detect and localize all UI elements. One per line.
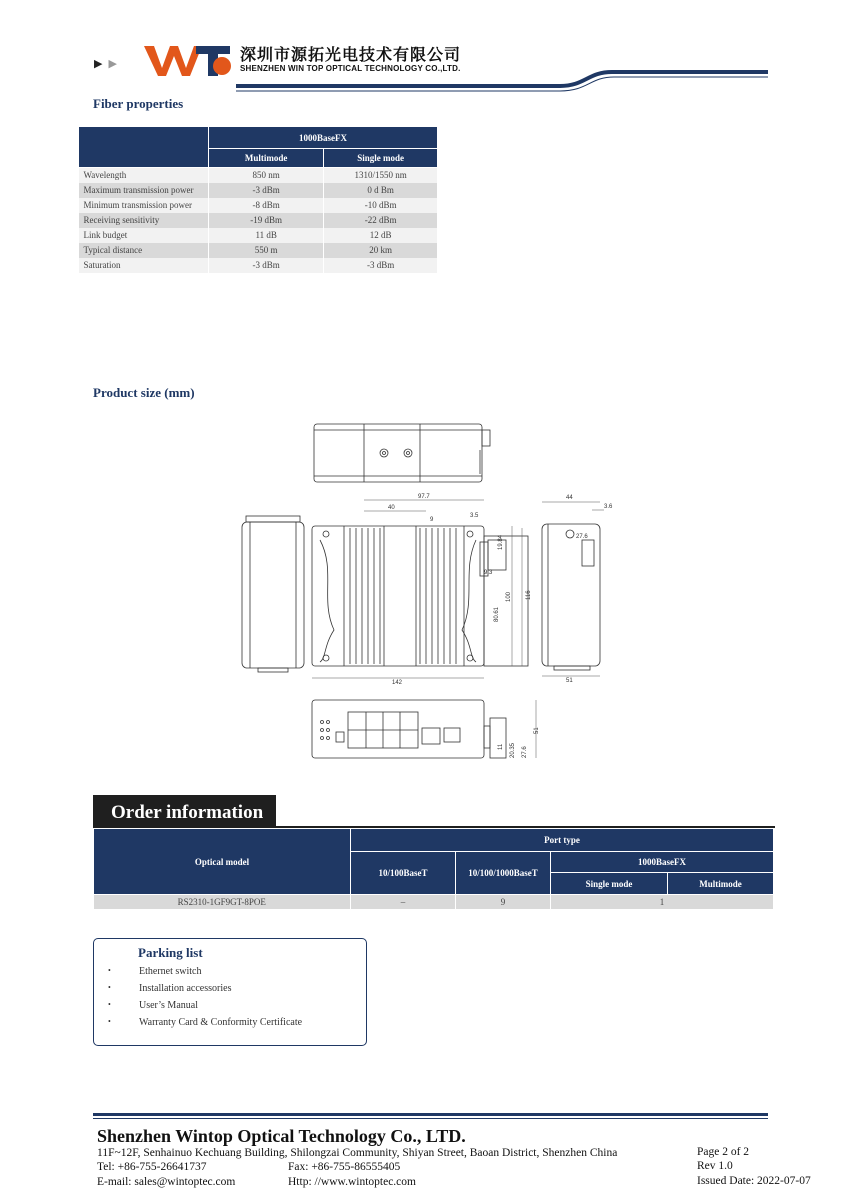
single-mode-value: -22 dBm [324,213,438,228]
footer-rule-thin [93,1118,768,1119]
table-corner [79,127,209,168]
multimode-value: -19 dBm [208,213,323,228]
product-dimension-drawings [236,410,620,770]
single-mode-value: 0 d Bm [324,183,438,198]
table-row [79,168,438,183]
company-name-english: SHENZHEN WIN TOP OPTICAL TECHNOLOGY CO.,LTD. [240,64,461,73]
fiber-properties-title: Fiber properties [93,96,184,111]
column-header-multimode: Multimode [668,873,774,895]
packing-list-box [93,938,367,1046]
bullet-icon: • [108,966,111,975]
list-item [94,1017,366,1034]
company-name-chinese: 深圳市源拓光电技术有限公司 [240,45,462,64]
row-label: Minimum transmission power [79,198,209,213]
column-header-port-type: Port type [351,829,774,852]
single-mode-value: 1310/1550 nm [324,168,438,183]
row-label: Typical distance [79,243,209,258]
packing-list-title: Parking list [138,945,203,960]
table-row [79,228,438,243]
multimode-value: 550 m [208,243,323,258]
list-item [94,966,366,983]
column-header-1000basefx: 1000BaseFX [551,852,774,873]
front-view-drawing [312,526,528,666]
row-label: Receiving sensitivity [79,213,209,228]
dim-label-11: 11 [498,743,504,750]
dim-label-80-61: 80.61 [494,606,500,622]
fiber-properties-table [78,126,438,273]
list-item-label: Warranty Card & Conformity Certificate [139,1017,303,1028]
table-row [94,895,774,909]
single-mode-value: -3 dBm [324,258,438,273]
single-mode-value: 12 dB [324,228,438,243]
logo-letters: WT [142,42,144,43]
dim-label-3-5: 3.5 [470,513,479,519]
table-row [79,198,438,213]
footer-company-name: Shenzhen Wintop Optical Technology Co., LTD. [97,1126,466,1146]
footer-tel: Tel: +86-755-26641737 [97,1161,207,1173]
footer-page-number: Page 2 of 2 [697,1146,750,1158]
dim-label-19-84: 19.84 [498,534,504,550]
table-row [79,213,438,228]
table-row [79,183,438,198]
dim-label-20-35: 20.35 [510,742,516,758]
model-cell: RS2310-1GF9GT-8POE [94,895,351,909]
footer-address: 11F~12F, Senhainuo Kechuang Building, Shilongzai Community, Shiyan Street, Baoan District, Shenzhen China [97,1147,618,1159]
list-item-label: User’s Manual [139,1000,198,1011]
bullet-icon: • [108,1017,111,1026]
row-label: Link budget [79,228,209,243]
bullet-icon: • [108,1000,111,1009]
base1000-cell: 9 [456,895,551,909]
footer-fax: Fax: +86-755-86555405 [288,1161,401,1173]
dim-label-44: 44 [566,495,573,501]
column-header-single-mode: Single mode [551,873,668,895]
dim-label-40: 40 [388,505,395,511]
order-information-table [93,828,774,909]
column-header-10-100baset: 10/100BaseT [351,852,456,895]
multimode-value: -3 dBm [208,258,323,273]
dim-label-142: 142 [392,680,403,686]
footer-email[interactable]: E-mail: sales@wintoptec.com [97,1176,236,1188]
arrow-right-icon: ▶ [108,58,123,70]
list-item-label: Ethernet switch [139,966,202,977]
dim-label-27-6-bottom: 27.6 [522,746,528,758]
page-header [0,0,848,96]
multimode-value: -8 dBm [208,198,323,213]
dim-label-51-bottom: 51 [534,727,540,734]
list-item [94,1000,366,1017]
table-row [79,243,438,258]
dim-label-51-side: 51 [566,678,573,684]
list-item-label: Installation accessories [139,983,232,994]
footer-website[interactable]: Http: //www.wintoptec.com [288,1176,416,1188]
dim-label-97-7: 97.7 [418,494,430,500]
dim-label-100: 100 [506,591,512,602]
row-label: Maximum transmission power [79,183,209,198]
single-mode-value: 20 km [324,243,438,258]
footer-issued-date: Issued Date: 2022-07-07 [697,1175,811,1187]
order-information-title: Order information [93,795,276,828]
product-size-title: Product size (mm) [93,385,195,400]
row-label: Wavelength [79,168,209,183]
column-header-single-mode: Single mode [324,149,438,168]
group-header-1000basefx: 1000BaseFX [208,127,437,149]
arrow-right-icon: ▶ [94,58,109,70]
dim-label-9-3: 9.3 [484,570,493,576]
packing-list [94,966,366,1034]
left-side-view-drawing [242,516,304,672]
multimode-value: -3 dBm [208,183,323,198]
table-row [79,258,438,273]
column-header-multimode: Multimode [208,149,323,168]
multimode-value: 11 dB [208,228,323,243]
dimension-labels [388,494,613,758]
bottom-view-drawing [312,700,506,758]
dim-label-27-6-side: 27.6 [576,534,588,540]
footer-rule [93,1113,768,1116]
fx-cell: 1 [551,895,774,909]
footer-revision: Rev 1.0 [697,1160,733,1172]
dim-label-3-6: 3.6 [604,504,613,510]
right-side-view-drawing [542,524,600,670]
dim-label-9: 9 [430,517,434,523]
column-header-optical-model: Optical model [94,829,351,895]
header-wave-line [0,64,848,96]
column-header-10-100-1000baset: 10/100/1000BaseT [456,852,551,895]
top-view-drawing [314,424,490,482]
dim-label-116: 116 [526,590,532,600]
row-label: Saturation [79,258,209,273]
single-mode-value: -10 dBm [324,198,438,213]
base100-cell: – [351,895,456,909]
multimode-value: 850 nm [208,168,323,183]
list-item [94,983,366,1000]
bullet-icon: • [108,983,111,992]
